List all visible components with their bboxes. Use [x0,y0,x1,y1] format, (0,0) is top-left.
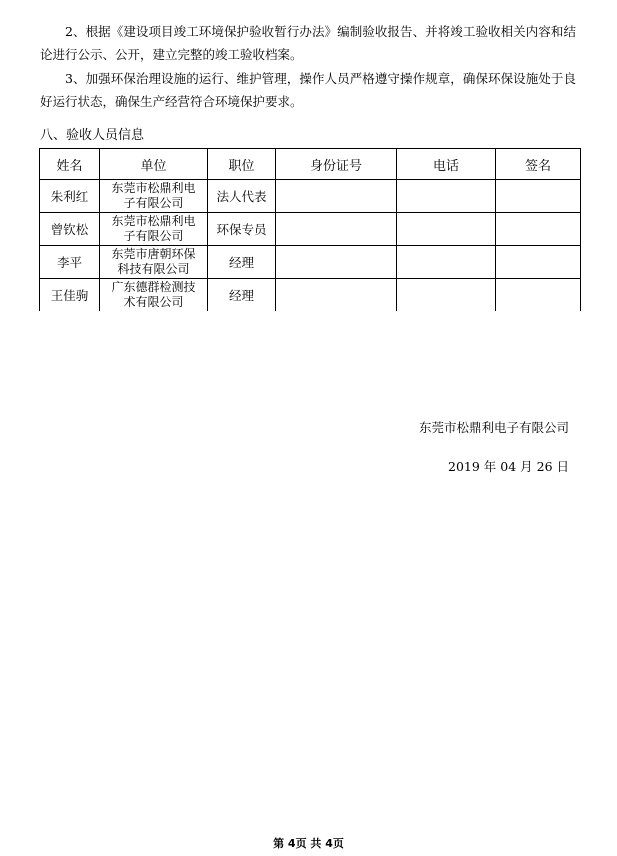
header-phone: 电话 [397,149,496,180]
cell-name: 王佳驹 [40,279,100,312]
cell-unit-line2: 子有限公司 [123,229,184,243]
header-unit: 单位 [100,149,208,180]
cell-unit-line2: 术有限公司 [123,295,184,309]
cell-position: 法人代表 [208,180,276,213]
cell-signature [496,246,581,279]
cell-unit [100,180,208,213]
cell-signature [496,279,581,312]
table-row [40,279,581,312]
header-id-number: 身份证号 [276,149,397,180]
paragraph-item-2: 2、根据《建设项目竣工环境保护验收暂行办法》编制验收报告、并将竣工验收相关内容和结论进行公示、公开，建立完整的竣工验收档案。 [40,24,576,62]
personnel-table [39,148,581,311]
cell-id-number [276,180,397,213]
header-name: 姓名 [40,149,100,180]
cell-id-number [276,213,397,246]
cell-unit-line1: 东莞市唐朝环保 [111,247,196,261]
section-heading: 八、验收人员信息 [40,128,145,143]
table-row [40,213,581,246]
cell-unit-line1: 广东德群检测技 [111,280,196,294]
cell-phone [397,246,496,279]
cell-unit [100,246,208,279]
cell-phone [397,279,496,312]
cell-unit-line2: 科技有限公司 [117,262,190,276]
cell-unit [100,279,208,312]
table-row [40,246,581,279]
cell-name: 朱利红 [40,180,100,213]
cell-id-number [276,279,397,312]
cell-phone [397,213,496,246]
cell-position: 环保专员 [208,213,276,246]
table-row [40,180,581,213]
cell-name: 曾钦松 [40,213,100,246]
paragraph-item-3: 3、加强环保治理设施的运行、维护管理，操作人员严格遵守操作规章，确保环保设施处于良好运行状态，确保生产经营符合环境保护要求。 [40,71,576,109]
cell-signature [496,213,581,246]
cell-unit-line1: 东莞市松鼎利电 [111,181,196,195]
header-signature: 签名 [496,149,581,180]
cell-position: 经理 [208,246,276,279]
signoff-company: 东莞市松鼎利电子有限公司 [418,420,569,435]
header-position: 职位 [208,149,276,180]
cell-position: 经理 [208,279,276,312]
page-footer: 第 4页 共 4页 [273,837,344,850]
cell-signature [496,180,581,213]
cell-phone [397,180,496,213]
cell-id-number [276,246,397,279]
signoff-date: 2019 年 04 月 26 日 [448,459,569,474]
cell-unit-line2: 子有限公司 [123,196,184,210]
table-header-row [40,149,581,180]
cell-unit [100,213,208,246]
cell-unit-line1: 东莞市松鼎利电 [111,214,196,228]
cell-name: 李平 [40,246,100,279]
